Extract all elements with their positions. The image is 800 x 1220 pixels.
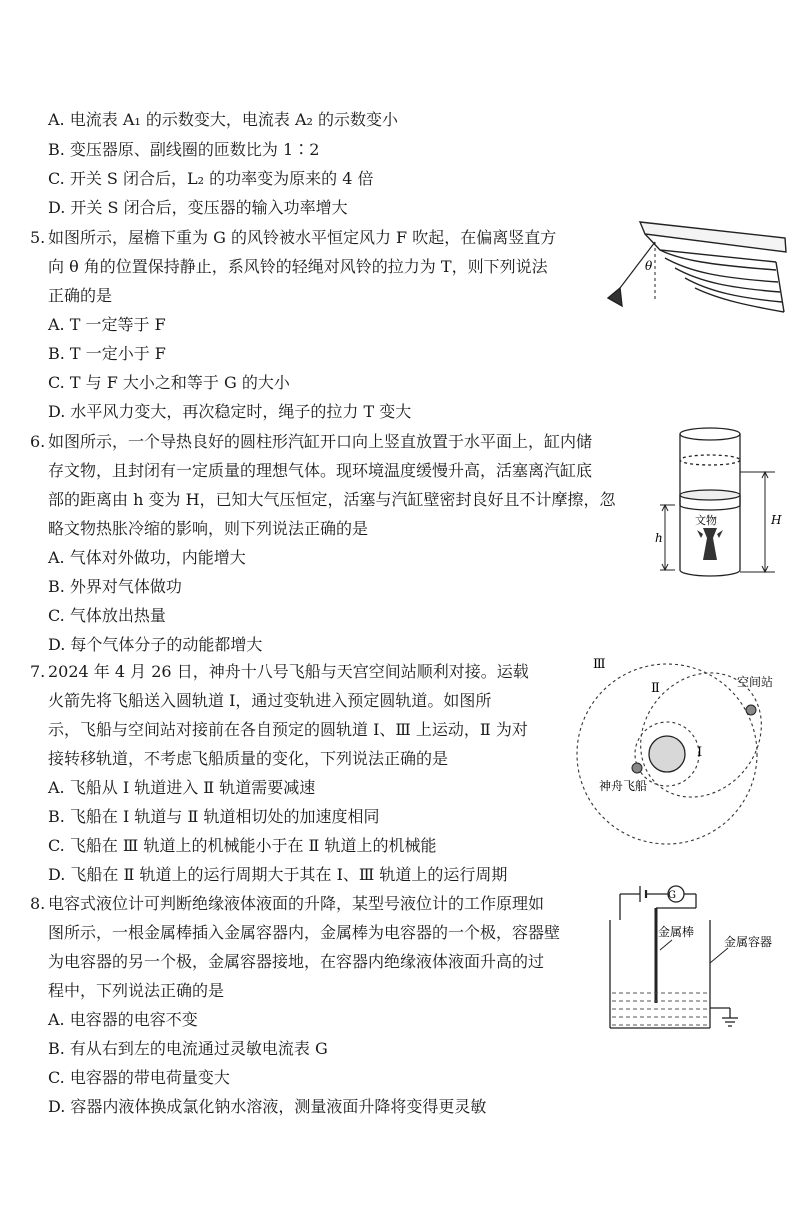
- h-label: h: [655, 531, 663, 545]
- q4-option-a: A. 电流表 A₁ 的示数变大，电流表 A₂ 的示数变小: [48, 110, 399, 129]
- relic-label: 文物: [695, 514, 717, 527]
- q7-option-c: C. 飞船在 Ⅲ 轨道上的机械能小于在 Ⅱ 轨道上的机械能: [48, 836, 437, 855]
- q8-number: 8.: [30, 894, 46, 913]
- ship-label: 神舟飞船: [599, 779, 648, 793]
- level-gauge-figure: [600, 878, 795, 1038]
- q8-stem-line-4: 程中，下列说法正确的是: [48, 981, 225, 1000]
- wind-chime-figure: [600, 220, 790, 320]
- q5-option-c: C. T 与 F 大小之和等于 G 的大小: [48, 373, 290, 392]
- q5-number: 5.: [30, 228, 46, 247]
- q6-stem-line-4: 略文物热胀冷缩的影响，则下列说法正确的是: [48, 519, 369, 538]
- q7-stem-line-3: 示，飞船与空间站对接前在各自预定的圆轨道 Ⅰ、Ⅲ 上运动，Ⅱ 为对: [48, 720, 528, 739]
- orbit-1-label: Ⅰ: [697, 745, 703, 760]
- q5-option-d: D. 水平风力变大，再次稳定时，绳子的拉力 T 变大: [48, 402, 412, 421]
- q8-option-a: A. 电容器的电容不变: [48, 1010, 198, 1029]
- q8-option-c: C. 电容器的带电荷量变大: [48, 1068, 230, 1087]
- q5-stem-line-2: 向 θ 角的位置保持静止，系风铃的轻绳对风铃的拉力为 T，则下列说法: [48, 257, 548, 276]
- q5-stem-line-3: 正确的是: [48, 286, 113, 305]
- q4-option-c: C. 开关 S 闭合后，L₂ 的功率变为原来的 4 倍: [48, 169, 374, 188]
- q6-option-d: D. 每个气体分子的动能都增大: [48, 635, 263, 654]
- station-label: 空间站: [737, 675, 774, 689]
- q6-stem-line-3: 部的距离由 h 变为 H，已知大气压恒定，活塞与汽缸壁密封良好且不计摩擦，忽: [48, 490, 616, 509]
- q8-stem-line-1: 电容式液位计可判断绝缘液体液面的升降，某型号液位计的工作原理如: [48, 894, 545, 913]
- q7-option-a: A. 飞船从 Ⅰ 轨道进入 Ⅱ 轨道需要减速: [48, 778, 316, 797]
- q6-option-b: B. 外界对气体做功: [48, 577, 182, 596]
- orbit-3-label: Ⅲ: [593, 657, 606, 672]
- q7-option-b: B. 飞船在 Ⅰ 轨道与 Ⅱ 轨道相切处的加速度相同: [48, 807, 380, 826]
- cylinder-figure: [655, 420, 790, 585]
- orbit-figure: [565, 650, 795, 850]
- q8-stem-line-3: 为电容器的另一个极，金属容器接地，在容器内绝缘液体液面升高的过: [48, 952, 545, 971]
- orbit-2-label: Ⅱ: [651, 681, 660, 696]
- q7-stem-line-4: 接转移轨道，不考虑飞船质量的变化，下列说法正确的是: [48, 749, 449, 768]
- q8-stem-line-2: 图所示，一根金属棒插入金属容器内，金属棒为电容器的一个极，容器壁: [48, 923, 561, 942]
- metal-rod-label: 金属棒: [658, 925, 695, 939]
- q6-number: 6.: [30, 432, 46, 451]
- q8-option-b: B. 有从右到左的电流通过灵敏电流表 G: [48, 1039, 328, 1058]
- q6-stem-line-2: 存文物，且封闭有一定质量的理想气体。现环境温度缓慢升高，活塞离汽缸底: [48, 461, 593, 480]
- H-label: H: [771, 513, 782, 527]
- q5-option-b: B. T 一定小于 F: [48, 344, 166, 363]
- q7-option-d: D. 飞船在 Ⅱ 轨道上的运行周期大于其在 Ⅰ、Ⅲ 轨道上的运行周期: [48, 865, 508, 884]
- q6-stem-line-1: 如图所示，一个导热良好的圆柱形汽缸开口向上竖直放置于水平面上，缸内储: [48, 432, 593, 451]
- q5-option-a: A. T 一定等于 F: [48, 315, 166, 334]
- q5-stem-line-1: 如图所示，屋檐下重为 G 的风铃被水平恒定风力 F 吹起，在偏离竖直方: [48, 228, 557, 247]
- q7-stem-line-1: 2024 年 4 月 26 日，神舟十八号飞船与天宫空间站顺利对接。运载: [48, 662, 529, 681]
- q6-option-c: C. 气体放出热量: [48, 606, 166, 625]
- q7-stem-line-2: 火箭先将飞船送入圆轨道 Ⅰ，通过变轨进入预定圆轨道。如图所: [48, 691, 492, 710]
- theta-label: θ: [645, 259, 653, 273]
- metal-container-label: 金属容器: [724, 935, 773, 949]
- q4-option-b: B. 变压器原、副线圈的匝数比为 1∶2: [48, 140, 320, 159]
- q8-option-d: D. 容器内液体换成氯化钠水溶液，测量液面升降将变得更灵敏: [48, 1097, 487, 1116]
- q7-number: 7.: [30, 662, 46, 681]
- q4-option-d: D. 开关 S 闭合后，变压器的输入功率增大: [48, 198, 348, 217]
- q6-option-a: A. 气体对外做功，内能增大: [48, 548, 246, 567]
- galvanometer-label: G: [668, 890, 676, 901]
